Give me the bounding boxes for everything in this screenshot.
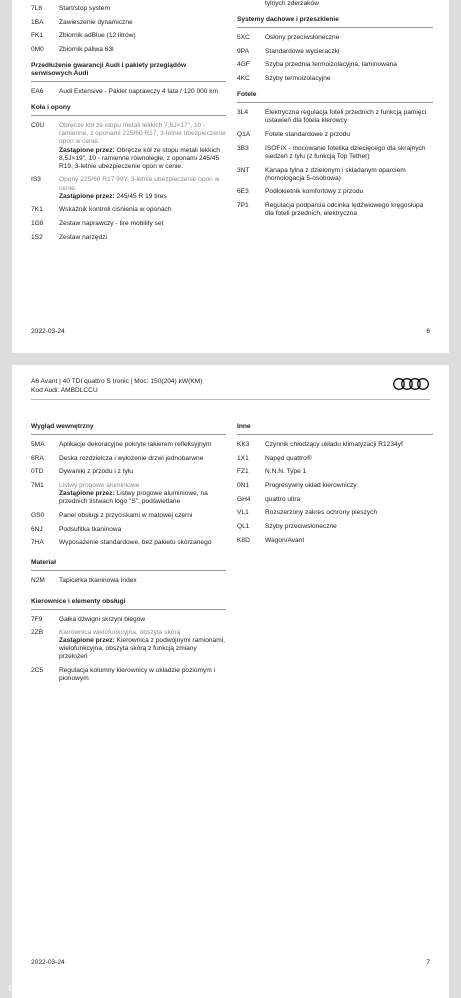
- list-item: [237, 109, 433, 125]
- list-item: [237, 34, 433, 42]
- option-code: FK1: [31, 32, 44, 40]
- option-description: Zawieszenie dynamiczne: [59, 18, 133, 26]
- list-item: [237, 441, 433, 449]
- list-item: [31, 234, 226, 242]
- list-item: [237, 202, 433, 218]
- page-number: 6: [426, 328, 430, 335]
- list-item: [31, 468, 226, 476]
- document-page-7: [12, 365, 449, 998]
- list-item-replaced: [31, 629, 226, 661]
- section-title-seats: Fotele: [237, 91, 433, 103]
- list-item: [237, 48, 433, 56]
- option-description: Szyby termoizolacyjne: [265, 75, 331, 83]
- option-description: Zbiornik adBlue (12 litrów): [59, 32, 136, 40]
- list-item: [237, 482, 433, 490]
- list-item-continued: [237, 0, 433, 8]
- option-code: 7HA: [31, 539, 44, 547]
- list-item: [237, 131, 433, 139]
- option-description: Zestaw naprawczy - tire mobility set: [59, 219, 164, 227]
- page-number: 7: [426, 959, 430, 966]
- document-header: [31, 377, 430, 400]
- option-code: 6RA: [31, 454, 44, 462]
- option-description: Czynnik chłodzący układu klimatyzacji R1234yf: [265, 441, 403, 448]
- option-description: Wskaźnik kontroli ciśnienia w oponach: [59, 206, 172, 214]
- list-item: [237, 188, 433, 196]
- list-item: [31, 577, 226, 585]
- option-code: EA6: [31, 88, 44, 96]
- option-description: Dywaniki z przodu i z tyłu: [59, 468, 134, 476]
- option-description: Zestaw narzędzi: [59, 233, 108, 241]
- list-item: [237, 75, 433, 83]
- list-item: [237, 509, 433, 517]
- option-description: Audi Extensive - Pakiet naprawczy 4 lata / 120 000 km: [59, 88, 219, 96]
- option-description: Zbiornik paliwa 63l: [59, 46, 114, 54]
- option-code: 1G8: [31, 219, 44, 227]
- option-code: 1BA: [31, 18, 44, 26]
- list-item: [31, 46, 226, 54]
- option-code: 1X1: [237, 454, 249, 462]
- option-description: Elektryczna regulacja foteli przednich z funkcją pamięci ustawień dla fotela kierowcy: [265, 109, 427, 125]
- option-code: 7F9: [31, 615, 43, 623]
- document-date: 2022-03-24: [31, 328, 65, 335]
- original-option-text: Listwy progowe aluminiowe: [59, 482, 140, 490]
- option-description: quattro ultra: [265, 495, 301, 503]
- option-code: Q1A: [237, 131, 251, 139]
- page-footer: [31, 959, 430, 966]
- list-item: [31, 5, 226, 13]
- list-item: [237, 455, 433, 463]
- option-description: Tapicerka tkaninowa Index: [59, 577, 137, 585]
- option-code: VL1: [237, 509, 249, 517]
- list-item: [31, 220, 226, 228]
- section-title-material: Materiał: [31, 559, 226, 571]
- option-code: 0M0: [31, 46, 44, 54]
- option-description: Wyposażenie standardowe, bez pakietu skórzanego: [59, 539, 212, 547]
- vehicle-model-line: A6 Avant | 40 TDI quattro S tronic | Moc: 150(204) kW(KM): [31, 378, 203, 385]
- option-code: 6E3: [237, 188, 249, 196]
- watermark: otomoto: [8, 981, 58, 994]
- list-item: [31, 539, 226, 547]
- option-description: Podłokietnik komfortowy z przodu: [265, 188, 364, 196]
- list-item: [237, 468, 433, 476]
- replaced-by-label: Zastąpione przez:: [59, 192, 115, 200]
- page6-right-column: [237, 0, 433, 224]
- list-item-replaced: [31, 482, 226, 506]
- option-description: Aplikacje dekoracyjne pokryte lakierem refleksyjnym: [59, 441, 212, 448]
- option-description: ISOFIX - mocowanie fotelika dziecięcego dla skrajnych siedzeń z tyłu (z funkcją Top Tether): [265, 144, 426, 160]
- option-description: Panel obsługi z przyciskami w matowej czerni: [59, 511, 193, 519]
- option-description: Szyby przeciwsłoneczne: [265, 523, 337, 531]
- option-code: 1S2: [31, 233, 43, 241]
- list-item: [31, 616, 226, 624]
- list-item: [31, 512, 226, 520]
- document-page-6: [12, 0, 449, 353]
- replacement-option-text: Kierownica z podwójnymi ramionami, wielofunkcyjna, obszyta skórą z funkcją zmiany przełożeń: [59, 637, 226, 661]
- list-item: [31, 88, 226, 96]
- option-code: 5XC: [237, 34, 250, 42]
- option-description: Rozszerzony zakres ochrony pieszych: [265, 509, 378, 517]
- option-code: N2M: [31, 577, 45, 585]
- list-item-replaced: [31, 122, 226, 171]
- option-code: 6NJ: [31, 525, 43, 533]
- list-item: [237, 167, 433, 183]
- option-description: Standardowe wycieraczki: [265, 47, 340, 55]
- option-description: Gałka dźwigni skrzyni biegów: [59, 615, 146, 623]
- list-item: [31, 667, 226, 683]
- option-code: 0N1: [237, 482, 250, 490]
- option-description: Regulacja podparcia odcinka lędźwiowego kręgosłupa dla foteli przednich, elektryczna: [265, 201, 424, 218]
- option-code: GS0: [31, 511, 45, 519]
- section-title-interior: Wygląd wewnętrzny: [31, 423, 226, 435]
- option-description: Progresywny układ kierowniczy: [265, 482, 357, 490]
- replaced-by-label: Zastąpione przez:: [59, 146, 115, 154]
- document-date: 2022-03-24: [31, 959, 65, 966]
- section-title-wheels: Koła i opony: [31, 104, 226, 116]
- replacement-option-text: 245/45 R 19 tires: [114, 192, 167, 200]
- list-item: [31, 441, 226, 449]
- option-code: 7P1: [237, 201, 249, 209]
- replaced-by-label: Zastąpione przez:: [59, 490, 115, 498]
- audi-code-line: Kod Audi: AMBDLCCU: [31, 387, 98, 394]
- replaced-by-label: Zastąpione przez:: [59, 637, 115, 645]
- list-item: [31, 526, 226, 534]
- list-item-replaced: [31, 176, 226, 200]
- list-item: [237, 537, 433, 545]
- option-description: Kanapa tylna z dzielonym i składanym oparciem (homologacja 5-osobowa): [265, 166, 406, 182]
- option-code: C0U: [31, 122, 45, 130]
- option-description: Napęd quattro®: [265, 454, 312, 462]
- replacement-option-text: Obręcze kół ze stopu metali lekkich 8,5J×19", 10 - ramienne równoległe, z oponami 245/45 R19, 3-letnie ubezpieczenie opon w cenie.: [59, 146, 220, 170]
- option-code: 5MA: [31, 441, 45, 448]
- option-description: Podsufitka tkaninowa: [59, 525, 122, 533]
- option-code: 9PA: [237, 47, 249, 55]
- page7-right-column: [237, 423, 433, 551]
- list-item: [31, 19, 226, 27]
- list-item: [31, 206, 226, 214]
- option-description: Wagon/Avant: [265, 536, 305, 544]
- option-description: Deska rozdzielcza i wyłożenie drzwi jednobarwne: [59, 454, 204, 462]
- option-code: KK3: [237, 441, 250, 448]
- list-item: [237, 145, 433, 161]
- option-code: 4GF: [237, 61, 250, 69]
- option-description: Regulacja kolumny kierownicy w układzie poziomym i pionowym: [59, 667, 216, 683]
- option-description: N.N.N. Type 1: [265, 468, 307, 476]
- original-option-text: Kierownica wielofunkcyjna, obszyta skórą: [59, 629, 181, 637]
- option-code: 4KC: [237, 75, 250, 83]
- option-description: Szyba przednia termoizolacyjna, laminowana: [265, 61, 397, 69]
- option-code: 2ZB: [31, 629, 44, 637]
- option-description: Osłony przeciwsłoneczne: [265, 34, 340, 42]
- section-title-steering: Kierownice i elementy obsługi: [31, 598, 226, 610]
- option-code: 7K1: [31, 206, 43, 214]
- option-code: GH4: [237, 495, 251, 503]
- option-code: K8D: [237, 536, 250, 544]
- option-code: IS3: [31, 176, 41, 184]
- section-title-other: Inne: [237, 423, 433, 435]
- page6-left-column: [31, 5, 226, 247]
- original-option-text: Opony 225/60 R17 99Y, 3-letnie ubezpieczenie opon w cenie.: [59, 176, 220, 192]
- option-code: 0TD: [31, 468, 44, 476]
- option-code: 3B3: [237, 144, 249, 152]
- option-code: FZ1: [237, 468, 249, 476]
- section-title-roof: Systemy dachowe i przeszklenie: [237, 16, 433, 28]
- list-item: [237, 61, 433, 69]
- audi-rings-logo: [392, 377, 430, 391]
- replacement-option-text: Listwy progowe aluminiowe, na przednich listwach logo "S", podświetlane: [59, 490, 208, 506]
- list-item: [237, 523, 433, 531]
- option-code: 2C5: [31, 667, 44, 675]
- option-description: Fotele standardowe z przodu: [265, 131, 351, 139]
- list-item: [31, 455, 226, 463]
- option-code: 7M1: [31, 482, 44, 490]
- option-description: Start/stop system: [59, 5, 110, 12]
- page7-left-column: [31, 423, 226, 689]
- option-code: 7L8: [31, 5, 43, 12]
- list-item: [31, 32, 226, 40]
- option-description: tylnych zderzaków: [265, 0, 319, 7]
- option-code: 3L4: [237, 109, 249, 117]
- option-code: QL1: [237, 523, 250, 531]
- section-title-warranty: Przedłużenie gwarancji Audi i pakiety przeglądów serwisowych Audi: [31, 62, 226, 82]
- original-option-text: Obręcze kół ze stopu metali lekkich 7,5J×17", 10 - ramienne, z oponami 225/60 R17, 3-letnie ubezpieczenie opon w cenie.: [59, 122, 226, 146]
- list-item: [237, 496, 433, 504]
- page-footer: [31, 328, 430, 335]
- option-code: 3NT: [237, 166, 250, 174]
